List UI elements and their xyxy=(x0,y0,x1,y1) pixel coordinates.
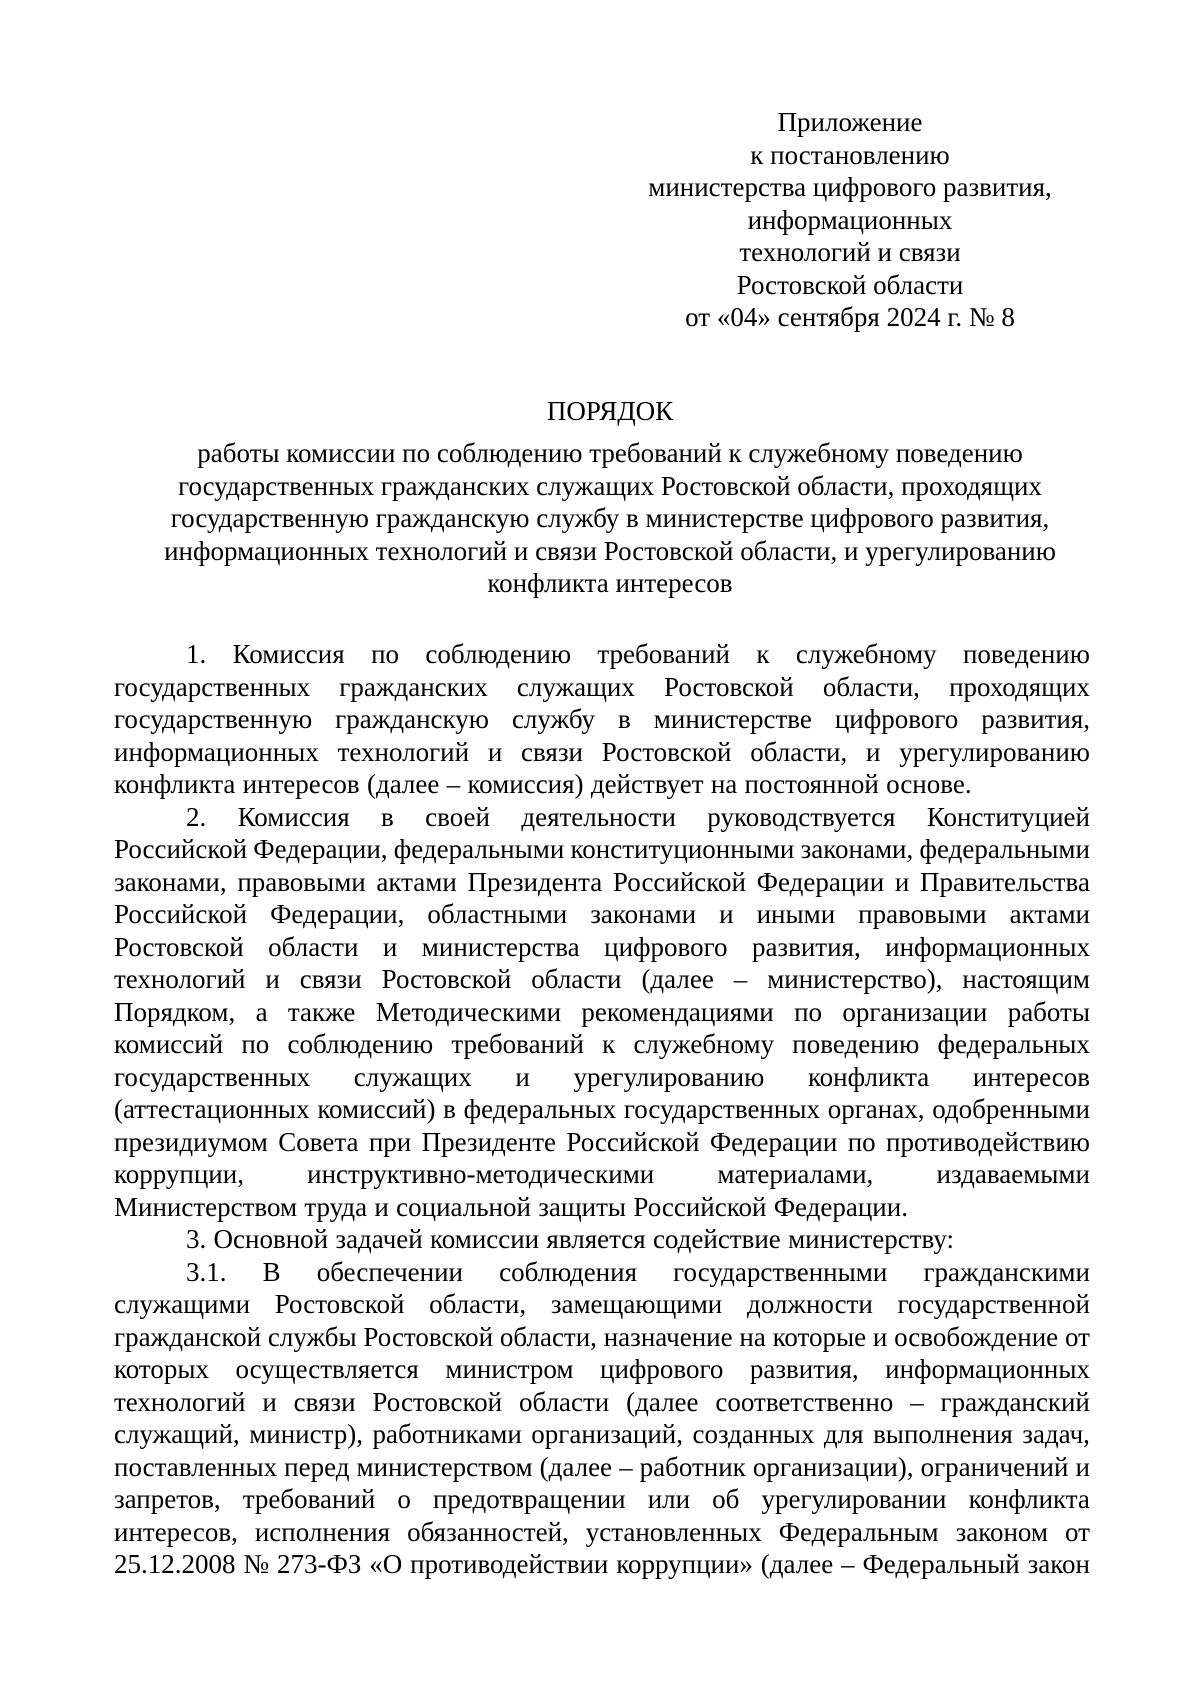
body-line: 3. Основной задачей комиссии является содействие министерству: xyxy=(186,1224,955,1254)
document-title: ПОРЯДОК xyxy=(546,396,674,426)
body-line: законами, правовыми актами Президента Российской Федерации и Правительства xyxy=(114,866,1090,897)
appendix-line: Приложение xyxy=(777,107,923,137)
body-line: коррупции, инструктивно-методическими материалами, издаваемыми xyxy=(114,1159,1090,1189)
document-body xyxy=(114,638,1090,1581)
document-subtitle xyxy=(140,437,1080,600)
subtitle-line: конфликта интересов xyxy=(487,568,733,598)
appendix-line: Ростовской области xyxy=(736,269,964,300)
appendix-line: к постановлению xyxy=(750,139,950,170)
body-line: поставленных перед министерством (далее – работник организации), ограничений и xyxy=(114,1451,1090,1482)
body-line: 2. Комиссия в своей деятельности руководствуется Конституцией xyxy=(186,801,1090,832)
subtitle-line: работы комиссии по соблюдению требований к служебному поведению xyxy=(197,438,1023,468)
subtitle-line: информационных технологий и связи Ростовской области, и урегулированию xyxy=(164,535,1056,566)
body-line: государственную гражданскую службу в министерстве цифрового развития, xyxy=(114,704,1090,734)
body-line: 3.1. В обеспечении соблюдения государственными гражданскими xyxy=(186,1256,1090,1287)
body-line: (аттестационных комиссий) в федеральных государственных органах, одобренными xyxy=(114,1094,1090,1124)
body-line: Ростовской области и министерства цифрового развития, информационных xyxy=(114,931,1090,962)
body-line: 25.12.2008 № 273-ФЗ «О противодействии коррупции» (далее – Федеральный закон xyxy=(114,1549,1090,1579)
subtitle-line: государственных гражданских служащих Ростовской области, проходящих xyxy=(178,470,1042,501)
body-line: президиумом Совета при Президенте Российской Федерации по противодействию xyxy=(114,1126,1090,1157)
body-line: запретов, требований о предотвращении или об урегулировании конфликта xyxy=(114,1484,1090,1514)
appendix-line: технологий и связи xyxy=(739,237,961,267)
body-line: интересов, исполнения обязанностей, установленных Федеральным законом от xyxy=(114,1516,1090,1547)
body-line: служащий, министр), работниками организаций, созданных для выполнения задач, xyxy=(114,1419,1090,1449)
appendix-line: информационных xyxy=(747,204,953,235)
appendix-block xyxy=(640,106,1060,334)
appendix-date-line: от «04» сентября 2024 г. № 8 xyxy=(685,302,1015,332)
body-line: государственных служащих и урегулированию конфликта интересов xyxy=(114,1061,1090,1092)
body-line: технологий и связи Ростовской области (далее соответственно – гражданский xyxy=(114,1386,1090,1417)
appendix-line: министерства цифрового развития, xyxy=(648,172,1052,202)
body-line: Порядком, а также Методическими рекомендациями по организации работы xyxy=(114,996,1090,1027)
subtitle-line: государственную гражданскую службу в министерстве цифрового развития, xyxy=(170,503,1050,533)
body-line: конфликта интересов (далее – комиссия) действует на постоянной основе. xyxy=(114,769,972,799)
body-line: 1. Комиссия по соблюдению требований к служебному поведению xyxy=(186,639,1090,669)
body-line: технологий и связи Ростовской области (далее – министерство), настоящим xyxy=(114,964,1090,994)
body-line: Российской Федерации, федеральными конституционными законами, федеральными xyxy=(114,834,1090,864)
body-line: комиссий по соблюдению требований к служебному поведению федеральных xyxy=(114,1029,1090,1059)
body-line: служащими Ростовской области, замещающими должности государственной xyxy=(114,1289,1090,1319)
body-line: гражданской службы Ростовской области, назначение на которые и освобождение от xyxy=(114,1321,1090,1352)
body-line: государственных гражданских служащих Ростовской области, проходящих xyxy=(114,671,1090,702)
body-line: Министерством труда и социальной защиты Российской Федерации. xyxy=(114,1191,908,1222)
body-line: информационных технологий и связи Ростовской области, и урегулированию xyxy=(114,736,1090,767)
body-line: которых осуществляется министром цифрового развития, информационных xyxy=(114,1354,1090,1384)
body-line: Российской Федерации, областными законами и иными правовыми актами xyxy=(114,899,1090,929)
